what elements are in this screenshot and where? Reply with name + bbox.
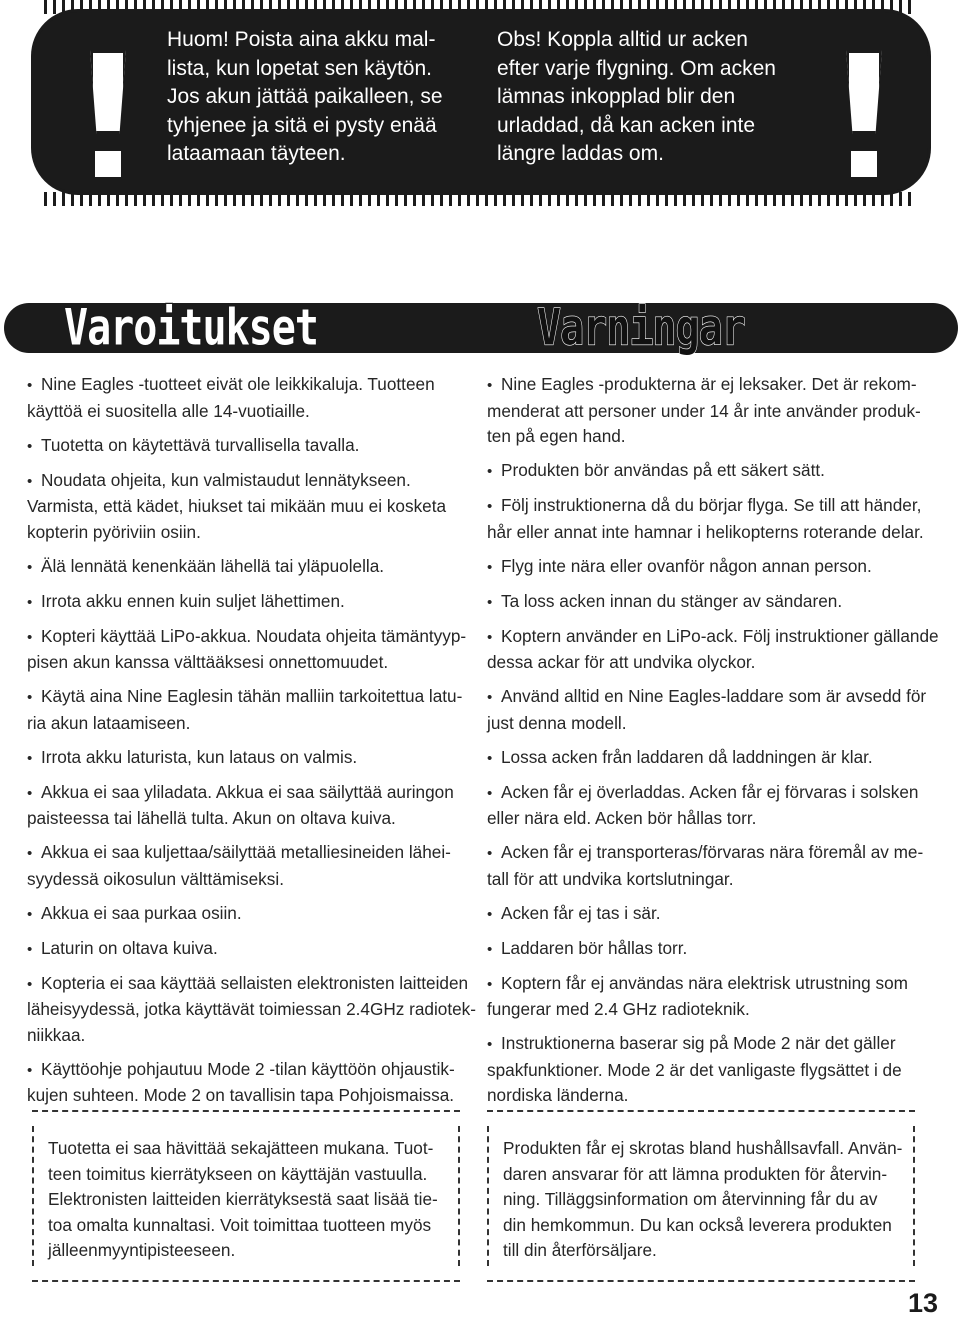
list-item-line bbox=[27, 468, 467, 495]
bullet-icon: • bbox=[487, 845, 493, 862]
list-item-text: ten på egen hand. bbox=[487, 426, 626, 446]
list-item bbox=[487, 840, 927, 892]
bullet-icon: • bbox=[487, 689, 493, 706]
note-line: din hemkommun. Du kan också leverera produkten bbox=[503, 1214, 892, 1235]
list-item-text: Käytä aina Nine Eaglesin tähän malliin tarkoitettua latu- bbox=[41, 686, 463, 706]
list-item-text: Produkten bör användas på ett säkert sätt. bbox=[501, 460, 825, 480]
list-item-text: Akkua ei saa kuljettaa/säilyttää metalliesineiden lähei- bbox=[41, 842, 451, 862]
list-item bbox=[487, 936, 927, 963]
heading-finnish: Varoitukset bbox=[64, 299, 318, 357]
list-item-line bbox=[27, 840, 467, 867]
list-item-line bbox=[487, 901, 927, 928]
bullet-icon: • bbox=[27, 437, 33, 455]
list-item bbox=[27, 780, 467, 832]
list-item bbox=[27, 901, 467, 928]
list-item bbox=[487, 372, 927, 450]
list-item-text: Lossa acken från laddaren då laddningen är klar. bbox=[501, 746, 873, 767]
list-item bbox=[487, 1031, 927, 1109]
list-item-line bbox=[487, 520, 927, 546]
list-item bbox=[27, 624, 467, 676]
list-item-line bbox=[487, 372, 927, 399]
warnings-list-swedish bbox=[487, 372, 939, 1117]
bullet-icon: • bbox=[27, 784, 33, 802]
list-item-text: Kopteria ei saa käyttää sellaisten elektronisten laitteiden bbox=[41, 972, 469, 993]
list-item-text: Älä lennätä kenenkään lähellä tai yläpuolella. bbox=[41, 555, 385, 576]
warnings-list-finnish bbox=[27, 372, 476, 1117]
bullet-icon: • bbox=[487, 1036, 493, 1053]
list-item-line bbox=[27, 494, 467, 520]
list-item-text: kujen suhteen. Mode 2 on tavallisin tapa Pohjoismaissa. bbox=[27, 1085, 455, 1105]
bullet-icon: • bbox=[487, 593, 493, 611]
bullet-icon: • bbox=[27, 628, 33, 646]
list-item-line bbox=[487, 1058, 927, 1084]
list-item-line bbox=[27, 399, 467, 425]
list-item bbox=[487, 684, 927, 736]
list-item-text: spakfunktioner. Mode 2 är det vanligaste flygsättet i de bbox=[487, 1059, 902, 1080]
list-item-line bbox=[487, 493, 927, 520]
bullet-icon: • bbox=[487, 463, 493, 480]
list-item bbox=[27, 840, 467, 892]
list-item-text: hår eller annat inte hamnar i helikopterns roterande delar. bbox=[487, 521, 924, 542]
list-item-line bbox=[27, 711, 467, 737]
list-item-line bbox=[487, 1083, 927, 1109]
list-item-line bbox=[27, 554, 467, 581]
list-item-line bbox=[487, 806, 927, 832]
bullet-icon: • bbox=[27, 905, 33, 923]
list-item-line bbox=[487, 867, 927, 893]
list-item-text: Följ instruktionerna då du börjar flyga. Se till att händer, bbox=[501, 495, 922, 515]
list-item bbox=[27, 684, 467, 736]
list-item-text: läheisyydessä, jotka käyttävät toimiessan 2.4GHz radiotek- bbox=[27, 999, 476, 1019]
list-item-text: kopterin pyöriviin osiin. bbox=[27, 521, 201, 542]
list-item-text: Nine Eagles -tuotteet eivät ole leikkikaluja. Tuotteen bbox=[41, 374, 435, 394]
list-item-line bbox=[27, 624, 467, 651]
list-item bbox=[487, 901, 927, 928]
list-item-text: Koptern får ej användas nära elektrisk utrustning som bbox=[501, 972, 908, 993]
disposal-note-swedish bbox=[487, 1110, 915, 1282]
bullet-icon: • bbox=[27, 975, 33, 993]
bullet-icon: • bbox=[27, 1061, 33, 1079]
list-item-text: tall för att undvika kortslutningar. bbox=[487, 868, 734, 889]
list-item-line bbox=[27, 1083, 467, 1109]
list-item-line bbox=[27, 589, 467, 616]
list-item-text: menderat att personer under 14 år inte använder produk- bbox=[487, 400, 921, 421]
banner-bottom-edge bbox=[44, 192, 914, 206]
banner-line: lämnas inkopplad blir den bbox=[497, 85, 736, 108]
bullet-icon: • bbox=[487, 558, 493, 576]
list-item bbox=[487, 589, 927, 616]
list-item-text: Acken får ej transporteras/förvaras nära föremål av me- bbox=[501, 842, 924, 862]
list-item bbox=[27, 433, 467, 460]
bullet-icon: • bbox=[27, 377, 33, 394]
list-item bbox=[27, 936, 467, 963]
list-item-line bbox=[27, 1023, 467, 1049]
list-item-line bbox=[27, 1057, 467, 1084]
note-line: till din återförsäljare. bbox=[503, 1240, 657, 1260]
exclamation-icon bbox=[842, 50, 886, 190]
list-item-text: niikkaa. bbox=[27, 1024, 86, 1045]
list-item-text: dessa ackar för att undvika olyckor. bbox=[487, 652, 756, 672]
list-item-line bbox=[487, 650, 927, 676]
list-item bbox=[487, 624, 939, 676]
list-item-line bbox=[27, 936, 467, 963]
list-item-line bbox=[27, 372, 467, 399]
list-item-text: Varmista, että kädet, hiukset tai mikään muu ei kosketa bbox=[27, 496, 447, 516]
list-item-line bbox=[487, 589, 927, 616]
banner-line: lista, kun lopetat sen käytön. bbox=[167, 56, 432, 80]
bullet-icon: • bbox=[27, 749, 33, 767]
list-item-text: nordiska länderna. bbox=[487, 1085, 629, 1105]
bullet-icon: • bbox=[487, 498, 493, 515]
note-line: Elektronisten laitteiden kierrätyksestä saat lisää tie- bbox=[48, 1189, 438, 1209]
list-item bbox=[27, 1057, 467, 1109]
list-item-line bbox=[27, 901, 467, 928]
list-item-text: fungerar med 2.4 GHz radioteknik. bbox=[487, 999, 750, 1019]
page-number: 13 bbox=[907, 1288, 938, 1318]
list-item-line bbox=[487, 458, 927, 485]
list-item-line bbox=[487, 684, 927, 711]
list-item-line bbox=[27, 433, 467, 460]
list-item-line bbox=[27, 971, 467, 998]
heading-swedish: Varningar bbox=[537, 299, 745, 357]
warning-banner bbox=[34, 12, 928, 192]
list-item bbox=[487, 458, 927, 485]
list-item-text: paisteessa tai lähellä tulta. Akun on oltava kuiva. bbox=[27, 808, 396, 828]
list-item-text: Kopteri käyttää LiPo-akkua. Noudata ohjeita tämäntyyp- bbox=[41, 625, 467, 646]
list-item bbox=[27, 554, 467, 581]
note-line: Produkten får ej skrotas bland hushållsavfall. Använ- bbox=[503, 1138, 903, 1158]
list-item bbox=[27, 468, 467, 546]
list-item-text: Flyg inte nära eller ovanför någon annan person. bbox=[501, 555, 872, 576]
banner-line: efter varje flygning. Om acken bbox=[497, 56, 776, 80]
list-item-text: Koptern använder en LiPo-ack. Följ instruktioner gällande bbox=[501, 625, 939, 646]
bullet-icon: • bbox=[27, 593, 33, 611]
list-item-text: syydessä oikosulun välttämiseksi. bbox=[27, 868, 284, 889]
list-item-text: Irrota akku laturista, kun lataus on valmis. bbox=[41, 746, 358, 767]
list-item-line bbox=[487, 840, 927, 867]
list-item bbox=[487, 493, 927, 545]
list-item-line bbox=[487, 554, 927, 581]
list-item-line bbox=[487, 424, 927, 450]
list-item-text: eller nära eld. Acken bör hållas torr. bbox=[487, 808, 757, 828]
bullet-icon: • bbox=[487, 905, 493, 923]
list-item-line bbox=[27, 780, 467, 807]
banner-line: längre laddas om. bbox=[497, 142, 664, 165]
list-item-line bbox=[27, 745, 467, 772]
list-item-line bbox=[27, 520, 467, 546]
list-item-line bbox=[27, 650, 467, 676]
list-item-text: Ta loss acken innan du stänger av sändaren. bbox=[501, 590, 843, 611]
banner-text-finnish bbox=[167, 26, 443, 169]
bullet-icon: • bbox=[487, 749, 493, 767]
bullet-icon: • bbox=[27, 940, 33, 958]
banner-line: Huom! Poista aina akku mal- bbox=[167, 28, 436, 51]
list-item-line bbox=[487, 399, 927, 425]
note-line: daren ansvarar för att lämna produkten för återvin- bbox=[503, 1163, 888, 1184]
list-item-text: Acken får ej tas i sär. bbox=[501, 902, 661, 923]
exclamation-icon bbox=[86, 50, 130, 190]
bullet-icon: • bbox=[27, 472, 33, 490]
list-item-line bbox=[487, 780, 927, 807]
list-item bbox=[27, 589, 467, 616]
banner-text-swedish bbox=[497, 26, 776, 169]
list-item-text: Noudata ohjeita, kun valmistaudut lennätykseen. bbox=[41, 469, 411, 490]
list-item-line bbox=[487, 936, 927, 963]
list-item-text: pisen akun kanssa välttääksesi onnettomuudet. bbox=[27, 652, 389, 672]
list-item-text: Nine Eagles -produkterna är ej leksaker. Det är rekom- bbox=[501, 374, 917, 394]
list-item-line bbox=[27, 684, 467, 711]
bullet-icon: • bbox=[487, 784, 493, 802]
list-item-line bbox=[487, 1031, 927, 1058]
banner-line: tyhjenee ja sitä ei pysty enää bbox=[167, 113, 437, 137]
list-item-line bbox=[487, 711, 927, 737]
list-item-text: Tuotetta on käytettävä turvallisella tavalla. bbox=[41, 434, 360, 455]
note-line: ning. Tilläggsinformation om återvinning får du av bbox=[503, 1189, 878, 1209]
bullet-icon: • bbox=[487, 628, 493, 646]
bullet-icon: • bbox=[27, 689, 33, 706]
list-item-text: Acken får ej överladdas. Acken får ej förvaras i solsken bbox=[501, 781, 919, 802]
list-item-line bbox=[27, 997, 476, 1023]
list-item bbox=[27, 372, 467, 424]
list-item bbox=[487, 745, 927, 772]
bullet-icon: • bbox=[487, 377, 493, 394]
list-item-text: käyttöä ei suositella alle 14-vuotiaille. bbox=[27, 400, 310, 421]
banner-line: urladdad, då kan acken inte bbox=[497, 113, 756, 137]
list-item-text: Akkua ei saa purkaa osiin. bbox=[41, 902, 242, 923]
note-line: Tuotetta ei saa hävittää sekajätteen mukana. Tuot- bbox=[48, 1138, 434, 1158]
note-line: teen toimitus kierrätykseen on käyttäjän vastuulla. bbox=[48, 1163, 428, 1184]
list-item bbox=[487, 971, 927, 1023]
list-item-text: Akkua ei saa yliladata. Akkua ei saa säilyttää auringon bbox=[41, 781, 454, 802]
list-item-line bbox=[27, 867, 467, 893]
bullet-icon: • bbox=[487, 975, 493, 993]
list-item-text: Laddaren bör hållas torr. bbox=[501, 937, 688, 958]
list-item-line bbox=[487, 971, 927, 998]
banner-line: Jos akun jättää paikalleen, se bbox=[167, 85, 443, 108]
list-item-line bbox=[487, 997, 927, 1023]
list-item-text: ria akun lataamiseen. bbox=[27, 712, 191, 733]
bullet-icon: • bbox=[27, 845, 33, 862]
list-item bbox=[27, 971, 476, 1049]
bullet-icon: • bbox=[27, 558, 33, 576]
banner-line: Obs! Koppla alltid ur acken bbox=[497, 28, 748, 51]
note-line: toa omalta kunnaltasi. Voit toimittaa tuotteen myös bbox=[48, 1214, 432, 1235]
list-item-text: Käyttöohje pohjautuu Mode 2 -tilan käyttöön ohjaustik- bbox=[41, 1058, 455, 1079]
list-item bbox=[27, 745, 467, 772]
list-item-line bbox=[27, 806, 467, 832]
disposal-note-finnish bbox=[32, 1110, 460, 1282]
note-line: jälleenmyyntipisteeseen. bbox=[48, 1240, 236, 1260]
banner-line: lataamaan täyteen. bbox=[167, 142, 346, 165]
list-item-text: Instruktionerna baserar sig på Mode 2 när det gäller bbox=[501, 1033, 896, 1053]
list-item bbox=[487, 780, 927, 832]
list-item-line bbox=[487, 624, 939, 651]
bullet-icon: • bbox=[487, 940, 493, 958]
list-item-text: just denna modell. bbox=[487, 712, 627, 733]
list-item-text: Använd alltid en Nine Eagles-laddare som är avsedd för bbox=[501, 686, 927, 706]
list-item-text: Laturin on oltava kuiva. bbox=[41, 937, 218, 958]
list-item bbox=[487, 554, 927, 581]
list-item-line bbox=[487, 745, 927, 772]
list-item-text: Irrota akku ennen kuin suljet lähettimen. bbox=[41, 590, 345, 611]
